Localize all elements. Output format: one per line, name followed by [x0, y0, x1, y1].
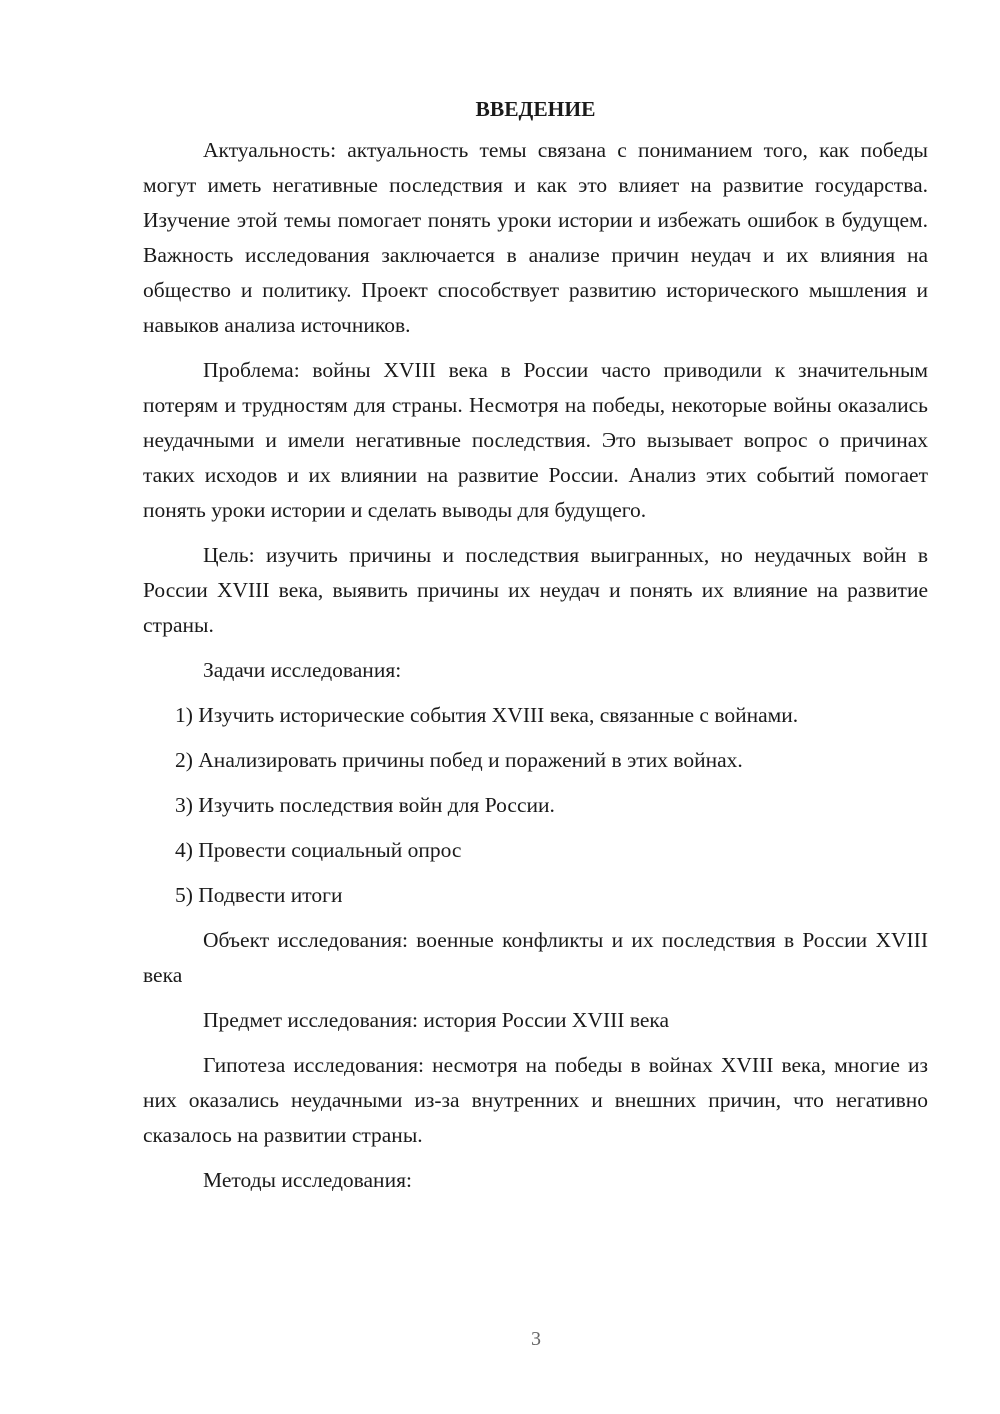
list-item: 5) Подвести итоги [175, 883, 343, 907]
page-number: 3 [531, 1328, 541, 1350]
paragraph-relevance: Актуальность: актуальность темы связана с пониманием того, как победы могут иметь негативные последствия и как это влияет на развитие государства. Изучение этой темы помогает понять уроки истории и избежать ошибок в будущем. Важность исследования заключается в анализе причин неудач и их влияния на общество и политику. Проект способствует развитию исторического мышления и навыков анализа источников. [143, 138, 928, 337]
paragraph-object: Объект исследования: военные конфликты и их последствия в России XVIII века [143, 928, 928, 987]
list-item: 3) Изучить последствия войн для России. [175, 793, 555, 817]
document-page [143, 92, 928, 1208]
section-title: ВВЕДЕНИЕ [475, 97, 596, 121]
methods-heading: Методы исследования: [203, 1168, 412, 1192]
list-item: 4) Провести социальный опрос [175, 838, 462, 862]
paragraph-subject: Предмет исследования: история России XVIII века [203, 1008, 670, 1032]
tasks-list [143, 698, 928, 913]
list-item: 2) Анализировать причины побед и поражений в этих войнах. [175, 748, 743, 772]
list-item: 1) Изучить исторические события XVIII века, связанные с войнами. [175, 703, 799, 727]
paragraph-hypothesis: Гипотеза исследования: несмотря на победы в войнах XVIII века, многие из них оказались неудачными из-за внутренних и внешних причин, что негативно сказалось на развитии страны. [143, 1053, 928, 1147]
paragraph-problem: Проблема: войны XVIII века в России часто приводили к значительным потерям и трудностям для страны. Несмотря на победы, некоторые войны оказались неудачными и имели негативные последствия. Это вызывает вопрос о причинах таких исходов и их влиянии на развитие России. Анализ этих событий помогает понять уроки истории и сделать выводы для будущего. [143, 358, 928, 522]
paragraph-goal: Цель: изучить причины и последствия выигранных, но неудачных войн в России XVIII века, выявить причины их неудач и понять их влияние на развитие страны. [143, 543, 928, 637]
tasks-heading: Задачи исследования: [203, 658, 402, 682]
